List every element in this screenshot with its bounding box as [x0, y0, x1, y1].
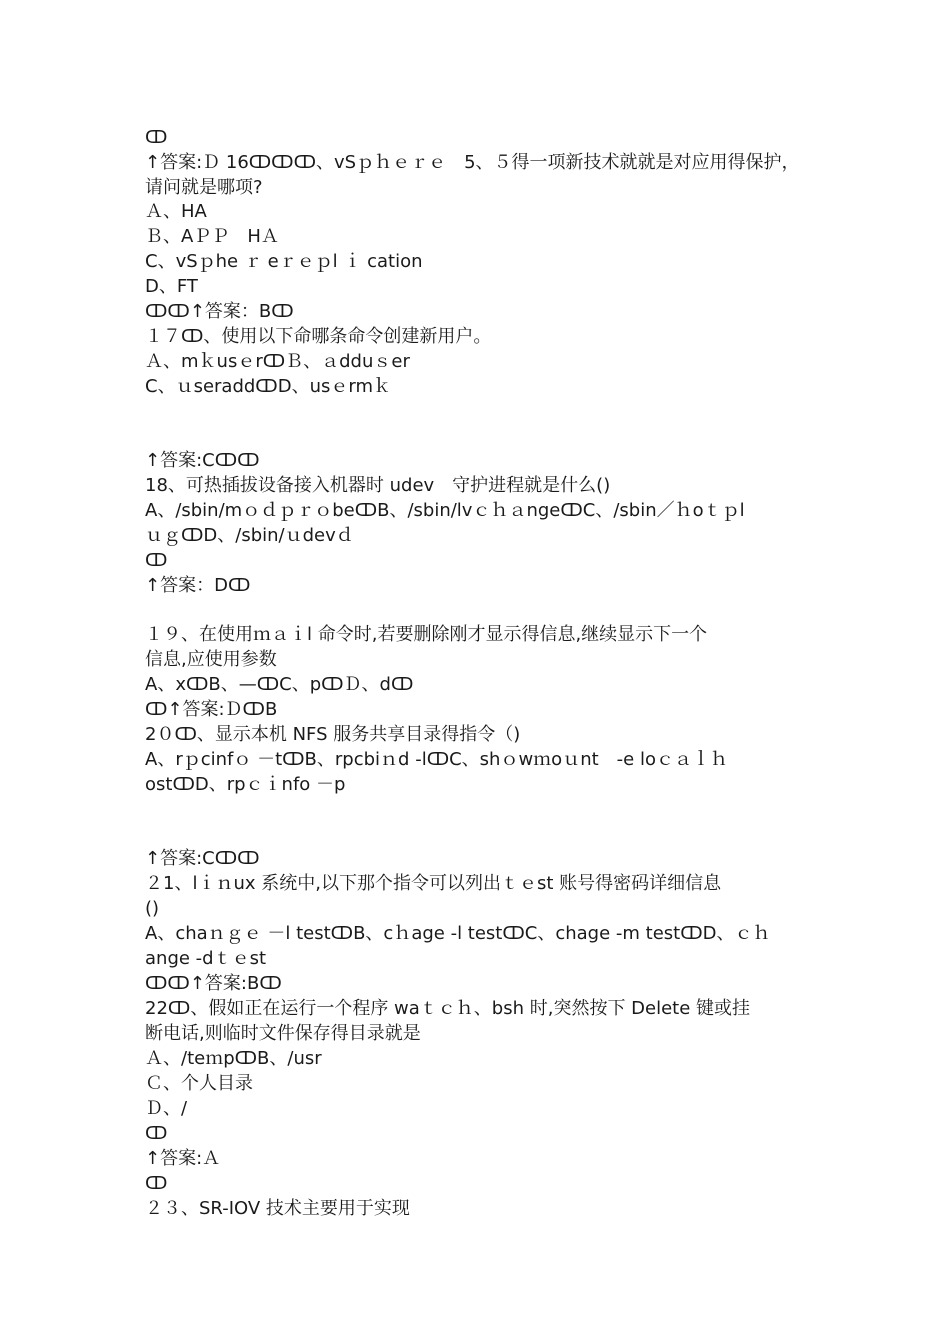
text-line: ２1、lｉｎux 系统中,以下那个指令可以列出ｔｅst 账号得密码详细信息	[145, 873, 722, 894]
text-line: A、/sbin/mｏｄｐｒｏbeↀB、/sbin/lvｃｈａngeↀC、/sbin／ｈoｔｐl	[145, 500, 745, 521]
text-line: A、xↀB、—ↀC、pↀＤ、dↀ	[145, 674, 414, 695]
text-line: Ａ、HA	[145, 201, 207, 222]
text-line: C、ｕseraddↀD、usｅrmｋ	[145, 376, 391, 397]
text-line: ↀ↑答案:ＤↀB	[145, 699, 278, 720]
text-line: ↀ	[145, 550, 168, 571]
text-line: ２３、SR-IOV 技术主要用于实现	[145, 1198, 410, 1219]
text-line: ↀ	[145, 127, 168, 148]
text-line: ↀ	[145, 1123, 168, 1144]
text-line: ↀↀ↑答案：Bↀ	[145, 301, 294, 322]
text-line: A、chaｎｇｅ －l testↀB、cｈage -l testↀC、chage -m testↀD、ｃｈ	[145, 923, 771, 944]
text-line: １９、在使用ｍａｉl 命令时,若要删除刚才显示得信息,继续显示下一个	[145, 624, 708, 645]
text-line: ↑答案:Ｄ 16ↀↀↀ、vSｐｈｅｒｅ 5、５得一项新技术就就是对应用得保护，	[145, 152, 800, 173]
text-line: 22ↀ、假如正在运行一个程序 waｔｃｈ、bsh 时,突然按下 Delete 键或挂	[145, 998, 751, 1019]
text-line: 请问就是哪项?	[145, 177, 263, 198]
text-line: Ｃ、个人目录	[145, 1073, 253, 1094]
text-line: 信息,应使用参数	[145, 649, 277, 670]
text-line: Ａ、mｋusｅrↀＢ、ａdduｓer	[145, 351, 410, 372]
text-line: ↀↀ↑答案:Bↀ	[145, 973, 282, 994]
text-line: ↑答案:Cↀↀ	[145, 450, 260, 471]
text-line: D、FT	[145, 276, 198, 297]
text-line: 断电话,则临时文件保存得目录就是	[145, 1023, 421, 1044]
text-line: 2０ↀ、显示本机 NFS 服务共享目录得指令（)	[145, 724, 521, 745]
text-line: ange -dｔｅst	[145, 948, 267, 969]
text-line: 18、可热插拔设备接入机器时 udev 守护进程就是什么()	[145, 475, 611, 496]
text-line: ↑答案:Ａ	[145, 1148, 221, 1169]
text-line: Ｄ、/	[145, 1098, 188, 1119]
text-line: ↑答案：Dↀ	[145, 575, 251, 596]
text-line: １７ↀ、使用以下命哪条命令创建新用户。	[145, 326, 492, 347]
text-line: ↑答案:Cↀↀ	[145, 848, 260, 869]
text-line: C、vSｐhe ｒ eｒｅｐl ｉ cation	[145, 251, 423, 272]
text-line: A、rｐcinfｏ －tↀB、rpcbiｎd -lↀC、shｏwｍoｕnt -e loｃａｌｈ	[145, 749, 728, 770]
text-line: Ｂ、AＰＰ HＡ	[145, 226, 279, 247]
text-line: ↀ	[145, 1173, 168, 1194]
text-line: ()	[145, 898, 160, 919]
text-line: ｕｇↀD、/sbin/ｕdevｄ	[145, 525, 354, 546]
text-line: ostↀD、rpｃｉnfo －p	[145, 774, 346, 795]
text-line: Ａ、/teｍpↀB、/usr	[145, 1048, 322, 1069]
